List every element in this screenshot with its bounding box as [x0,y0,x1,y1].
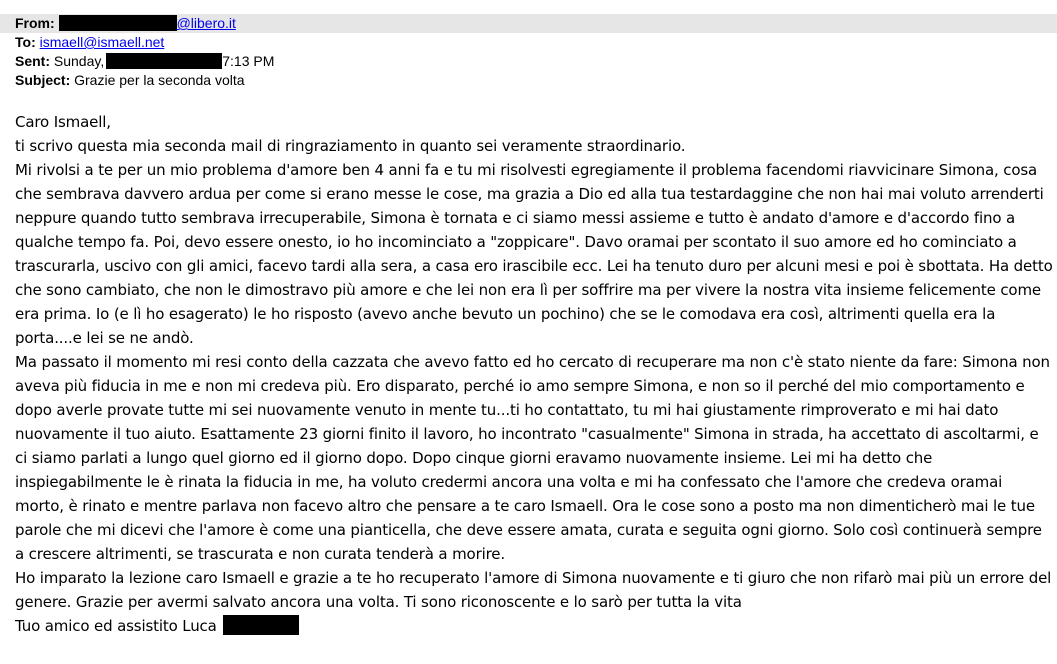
body-paragraph-1: ti scrivo questa mia seconda mail di ringraziamento in quanto sei veramente straordinario. [15,137,686,155]
sent-day: Sunday, [53,53,105,69]
redacted-date-block [106,53,222,69]
to-email-link[interactable]: ismaell@ismaell.net [39,34,165,50]
from-row [0,14,1057,33]
from-email-link[interactable]: @libero.it [176,15,236,31]
sent-label: Sent: [15,53,50,69]
email-body [15,110,1055,638]
subject-value: Grazie per la seconda volta [74,72,245,88]
sent-time: 7:13 PM [222,53,275,69]
body-paragraph-3: Ma passato il momento mi resi conto della cazzata che avevo fatto ed ho cercato di recuperare ma non c'è stato niente da fare: Simona non aveva più fiducia in me e non mi credeva più. Ero disparato, perché io amo sempre Simona, e non so il perché del mio comportamento e dopo averle provate tutte mi sei nuovamente venuto in mente tu...ti ho contattato, tu mi hai giustamente rimproverato e mi hai dato nuovamente il tuo aiuto. Esattamente 23 giorni finito il lavoro, ho incontrato "casualmente" Simona in strada, ha accettato di ascoltarmi, e ci siamo parlati a lungo quel giorno ed il giorno dopo. Dopo cinque giorni eravamo nuovamente insieme. Lei mi ha detto che inspiegabilmente le è rinata la fiducia in me, ha voluto credermi ancora una volta e mi ha confessato che l'amore che credeva oramai morto, è rinato e mentre parlava non facevo altro che pensare a te caro Ismaell. Ora le cose sono a posto ma non dimenticherò mai le tue parole che mi dicevi che l'amore è come una pianticella, che deve essere amata, curata e seguita ogni giorno. Solo così continuerà sempre a crescere altrimenti, se trascurata e non curata tenderà a morire. [15,353,1050,563]
subject-label: Subject: [15,72,71,88]
redacted-surname-block [223,615,299,635]
body-paragraph-2: Mi rivolsi a te per un mio problema d'amore ben 4 anni fa e tu mi risolvesti egregiamente il problema facendomi riavvicinare Simona, cosa che sembrava davvero ardua per come si erano messe le cose, ma grazia a Dio ed alla tua testardaggine che non hai mai voluto arrenderti neppure quando tutto sembrava irrecuperabile, Simona è tornata e ci siamo messi assieme e tutto è andato d'amore e d'accordo fino a qualche tempo fa. Poi, devo essere onesto, io ho incominciato a "zoppicare". Davo oramai per scontato il suo amore ed ho cominciato a trascurarla, uscivo con gli amici, facevo tardi alla sera, a casa ero irascibile ecc. Lei ha tenuto duro per alcuni mesi e poi è sbottata. Ha detto che sono cambiato, che non le dimostravo più amore e che lei non era lì per soffrire ma per vivere la nostra vita insieme felicemente come era prima. Io (e lì ho esagerato) le ho risposto (avevo anche bevuto un pochino) che se le comodava era così, altrimenti quella era la porta....e lei se ne andò. [15,161,1053,347]
redacted-sender-block [59,15,177,31]
signature-line [15,614,1055,638]
to-label: To: [15,34,36,50]
signature: Tuo amico ed assistito Luca [15,617,217,635]
sent-row [0,52,1057,71]
subject-row [0,71,1057,90]
to-row [0,33,1057,52]
body-paragraph-4: Ho imparato la lezione caro Ismaell e grazie a te ho recuperato l'amore di Simona nuovamente e ti giuro che non rifarò mai più un errore del genere. Grazie per avermi salvato ancora una volta. Ti sono riconoscente e lo sarò per tutta la vita [15,569,1052,611]
greeting: Caro Ismaell, [15,113,111,131]
from-label: From: [15,15,55,31]
email-header [0,14,1057,90]
